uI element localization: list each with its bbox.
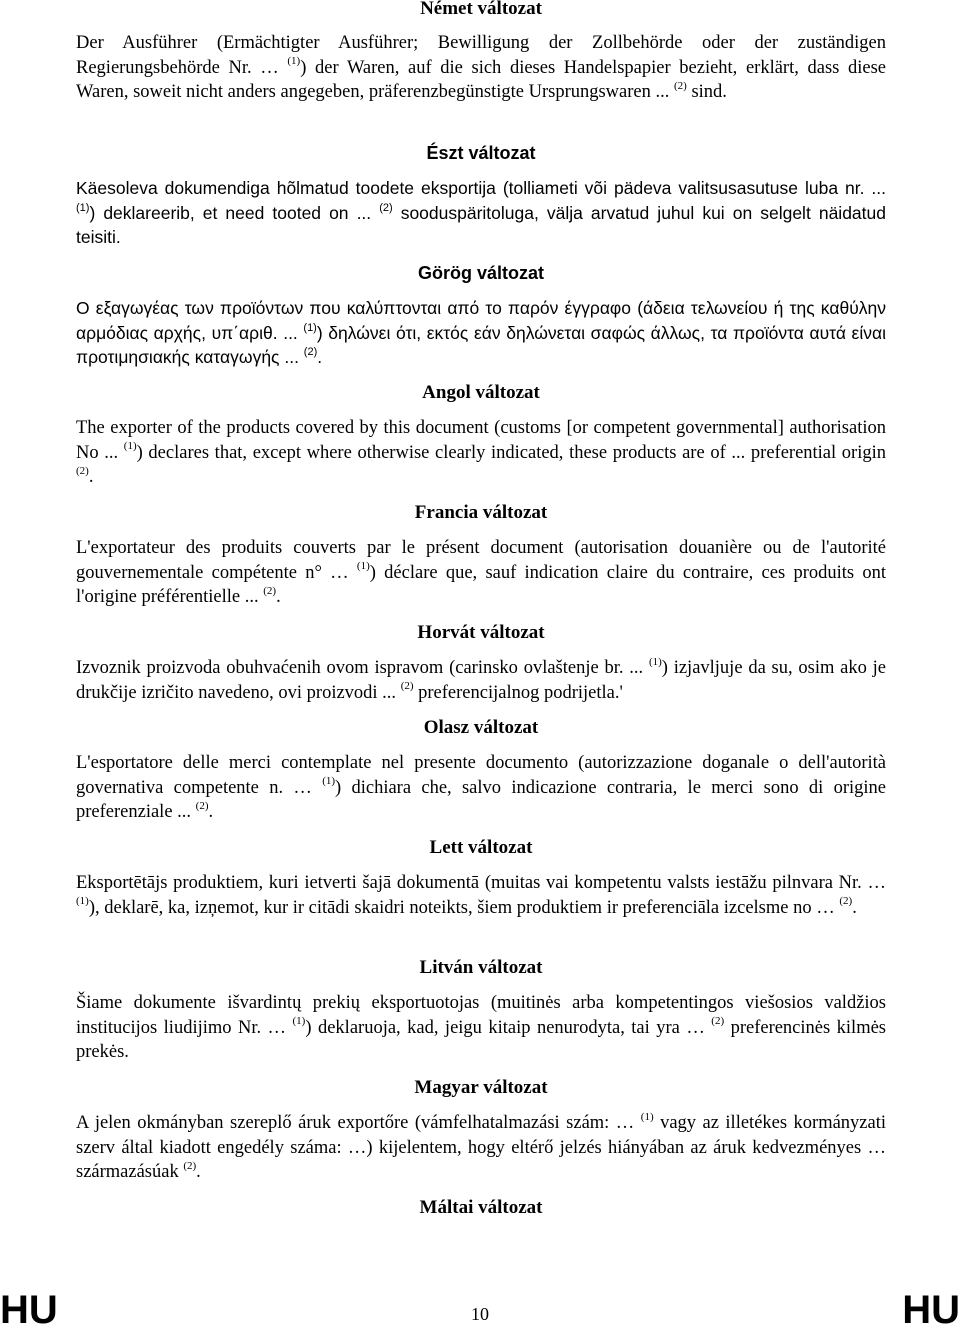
footnote-ref: (1) [123, 440, 137, 453]
footnote-ref: (2) [400, 680, 414, 693]
section-croatian [76, 621, 886, 645]
section-heading: Litván változat [419, 957, 543, 978]
footnote-ref: (1) [640, 1110, 654, 1123]
text-part: . [852, 897, 857, 918]
footer-language-code-right: HU [902, 1288, 960, 1332]
text-part: ) deklareerib, et need tooted on ... [89, 202, 380, 223]
section-croatian-text [76, 656, 886, 705]
footnote-ref: (2) [263, 584, 277, 597]
text-part: Der Ausführer (Ermächtigter Ausführer; Bewilligung der Zollbehörde oder der zuständigen Regierungsbehörde Nr. … [76, 33, 886, 78]
section-heading: Máltai változat [419, 1197, 543, 1218]
text-part: Izvoznik proizvoda obuhvaćenih ovom ispravom (carinsko ovlaštenje br. ... [76, 658, 649, 678]
footnote-ref: (1) [356, 560, 370, 573]
section-italian [76, 716, 886, 740]
section-greek [76, 261, 886, 285]
section-latvian [76, 836, 886, 860]
text-part: L'esportatore delle merci contemplate nel presente documento (autorizzazione doganale o dell'autorità governativa competente n. … [76, 753, 886, 798]
text-part: Šiame dokumente išvardintų prekių eksportuotojas (muitinės arba kompetentingos viešosios valdžios institucijos liudijimo Nr. … [76, 993, 886, 1038]
text-part: Käesoleva dokumendiga hõlmatud toodete eksportija (tolliameti või pädeva valitsusasutuse luba nr. ... [76, 178, 886, 198]
section-greek-text [76, 296, 886, 370]
footnote-ref: (2) [839, 895, 853, 908]
text-part: preferencijalnog podrijetla.' [413, 682, 623, 703]
footnote-ref: (2) [76, 464, 89, 477]
text-part: . [276, 587, 281, 607]
footnote-ref: (1) [648, 655, 662, 668]
footnote-ref: (1) [303, 321, 317, 334]
section-heading: Észt változat [426, 143, 536, 163]
section-italian-text [76, 751, 886, 825]
text-part: The exporter of the products covered by this document (customs [or competent governmental] authorisation No ... [76, 418, 886, 463]
section-heading: Horvát változat [417, 622, 545, 643]
text-part: ) δηλώνει ότι, εκτός εάν δηλώνεται σαφώς άλλως, τα προϊόντα αυτά είναι προτιμησιακής καταγωγής ... [76, 322, 887, 367]
section-heading: Lett változat [429, 837, 533, 858]
section-maltese [76, 1196, 886, 1220]
footnote-ref: (1) [292, 1015, 306, 1028]
section-heading: Német változat [420, 0, 542, 19]
text-part: vagy az illetékes kormányzati szerv által kiadott engedély száma: …) kijelentem, hogy eltérő jelzés hiányában az áruk kedvezményes … származásúak [76, 1113, 887, 1182]
footer-language-code-left: HU [0, 1288, 58, 1332]
text-part: Eksportētājs produktiem, kuri ietverti šajā dokumentā (muitas vai kompetentu valsts iestāžu pilnvara Nr. … [76, 873, 886, 893]
section-heading: Olasz változat [423, 717, 539, 738]
text-part: . [208, 802, 214, 822]
text-part: preferencinės kilmės prekės. [76, 1017, 886, 1062]
text-part: ) declares that, except where otherwise clearly indicated, these products are of ... preferential origin [136, 442, 886, 463]
section-english-text [76, 416, 886, 490]
section-french [76, 501, 886, 525]
text-part: ) deklaruoja, kad, jeigu kitaip nenurodyta, tai yra … [305, 1017, 712, 1038]
footnote-ref: (2) [379, 201, 393, 214]
footnote-ref: (1) [322, 775, 336, 788]
section-english [76, 381, 886, 405]
footnote-ref: (1) [76, 895, 89, 908]
section-heading: Angol változat [422, 382, 540, 403]
section-german [76, 0, 886, 21]
footnote-ref: (2) [674, 79, 687, 92]
footnote-ref: (2) [195, 799, 209, 812]
text-part: Ο εξαγωγέας των προϊόντων που καλύπτονται από το παρόν έγγραφο (άδεια τελωνείου ή της καθύλην αρμόδιας αρχής, υπ΄αριθ. ... [76, 298, 886, 343]
footnote-ref: (2) [183, 1159, 197, 1172]
text-part: ), deklarē, ka, izņemot, kur ir citādi skaidri noteikts, šiem produktiem ir preferenciāla izcelsme no … [88, 897, 840, 918]
section-lithuanian-text [76, 991, 886, 1065]
text-part: A jelen okmányban szereplő áruk exportőre (vámfelhatalmazási szám: … [76, 1113, 641, 1133]
section-heading: Francia változat [414, 502, 548, 523]
text-part: . [88, 467, 94, 487]
section-french-text [76, 536, 886, 610]
text-part: ) izjavljuje da su, osim ako je drukčije izričito navedeno, ovi proizvodi ... [76, 658, 886, 703]
section-estonian-text [76, 176, 886, 250]
text-part: ) dichiara che, salvo indicazione contraria, le merci sono di origine preferenziale ... [76, 777, 886, 822]
text-part: sooduspäritoluga, välja arvatud juhul kui on selgelt näidatud teisiti. [76, 202, 886, 247]
footnote-ref: (2) [711, 1015, 725, 1028]
footnote-ref: (1) [287, 55, 301, 68]
section-heading: Magyar változat [414, 1077, 548, 1098]
text-part: L'exportateur des produits couverts par le présent document (autorisation douanière ou de l'autorité gouvernementale compétente n° … [76, 538, 886, 583]
section-hungarian-text [76, 1111, 886, 1185]
page-number: 10 [471, 1304, 489, 1324]
footnote-ref: (1) [76, 201, 90, 214]
text-part: sind. [686, 82, 727, 102]
text-part: ) der Waren, auf die sich dieses Handelspapier bezieht, erklärt, dass diese Waren, soweit nicht anders angegeben, präferenzbegünstigte Ursprungswaren ... [76, 57, 886, 102]
section-latvian-text [76, 871, 886, 920]
text-part: ) déclare que, sauf indication claire du contraire, ces produits ont l'origine préférentielle ... [76, 562, 886, 607]
text-part: . [196, 1162, 201, 1182]
section-german-text [76, 31, 886, 105]
text-part: . [317, 347, 323, 367]
footnote-ref: (2) [303, 346, 318, 359]
section-heading: Görög változat [417, 263, 544, 283]
section-hungarian [76, 1076, 886, 1100]
section-estonian [76, 141, 886, 165]
section-lithuanian [76, 956, 886, 980]
